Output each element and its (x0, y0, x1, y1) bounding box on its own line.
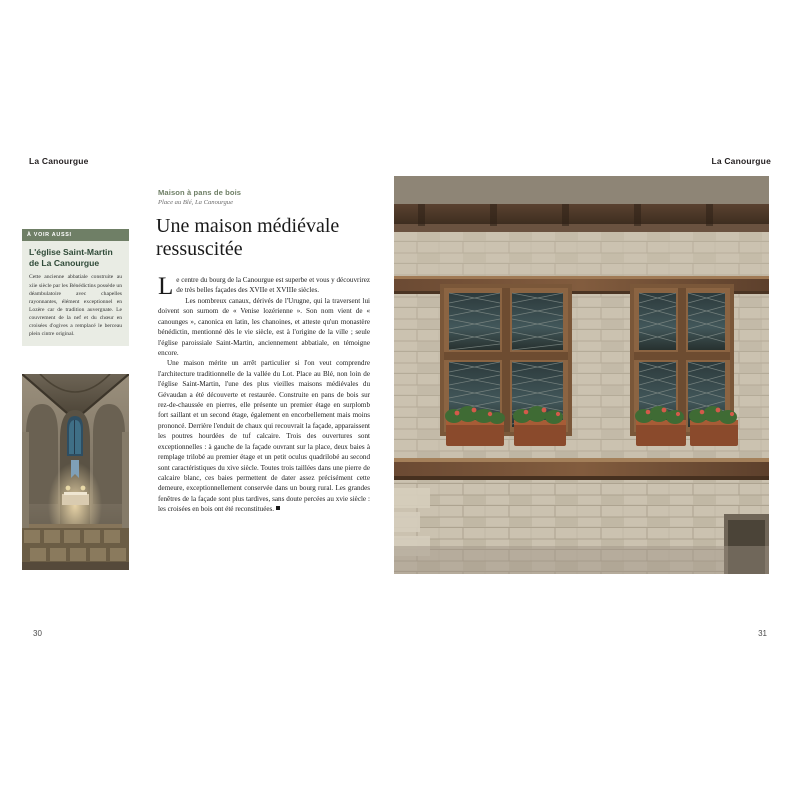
sidebar-box (22, 229, 129, 346)
article-kicker-sub: Place au Blé, La Canourgue (158, 199, 234, 206)
running-head-right: La Canourgue (711, 156, 771, 166)
paragraph-3-text: Une maison mérite un arrêt particulier si l'on veut comprendre l'architecture traditionnelle de la vallée du Lot. Place au Blé, non loin de l'église Saint-Martin, l'une des plus vieilles maisons médiévales du Gévaudan a été découverte et restaurée. Construite en pans de bois sur rez-de-chaussée en pierres, elle présente un premier étage en surplomb fort saillant et un second étage, également en encorbellement mais moins prononcé. Derrière l'enduit de chaux qui recouvrait la façade, apparaissent les poutres hourdées de tuf calcaire. Trois des ouvertures sont exceptionnelles : à gauche de la façade ouvrant sur la place, deux baies à remplage trilobé au premier étage et un petit oculus quadrilobé au second sont caractéristiques du xive siècle. Toutes trois taillées dans une pierre de calcaire blanc, ces baies permettent de dater assez précisément cette demeure, exceptionnellement conservée dans un bourg rural. Les grandes fenêtres de la façade sont plus tardives, sans doute percées au xvie siècle : les croisées en bois ont été reconstituées. (158, 359, 370, 514)
paragraph-1 (158, 273, 370, 300)
medieval-house-photo (394, 176, 769, 574)
article-kicker: Maison à pans de bois (158, 188, 242, 197)
church-interior-photo (22, 374, 129, 570)
running-head-left: La Canourgue (29, 156, 89, 166)
paragraph-3 (158, 358, 370, 514)
paragraph-1-text: e centre du bourg de la Canourgue est superbe et vous y découvrirez de très belles façades des XVIIe et XVIIIe siècles. (176, 276, 370, 295)
article-body (158, 275, 370, 515)
sidebar-tag: À VOIR AUSSI (22, 229, 129, 241)
sidebar-title: L'église Saint-Martin de La Canourgue (29, 247, 113, 268)
sidebar-text: Cette ancienne abbatiale construite au xiie siècle par les Bénédictins possède un déambulatoire avec chapelles rayonnantes, élément exceptionnel en Lozère car de tradition auvergnate. Le couvrement de la nef et du chœur en croisées d'ogives a remplacé le berceau plein cintre original. (29, 274, 122, 338)
page-title: Une maison médiévale ressuscitée (156, 215, 340, 261)
drop-cap: L (158, 273, 174, 300)
end-mark (276, 506, 280, 510)
page-number-left: 30 (33, 629, 42, 638)
page-number-right: 31 (758, 629, 767, 638)
paragraph-2: Les nombreux canaux, dérivés de l'Urugne, qui la traversent lui doivent son surnom de « Venise lozérienne ». Son nom vient de « canounges », canonica en latin, les chanoines, et atteste qu'un monastère bénédictin, mentionné dès le vie siècle, est à l'origine de la ville ; seule l'église paroissiale Saint-Martin, anciennement abbatiale, en témoigne encore. (158, 296, 370, 357)
sidebar-body (22, 241, 129, 346)
